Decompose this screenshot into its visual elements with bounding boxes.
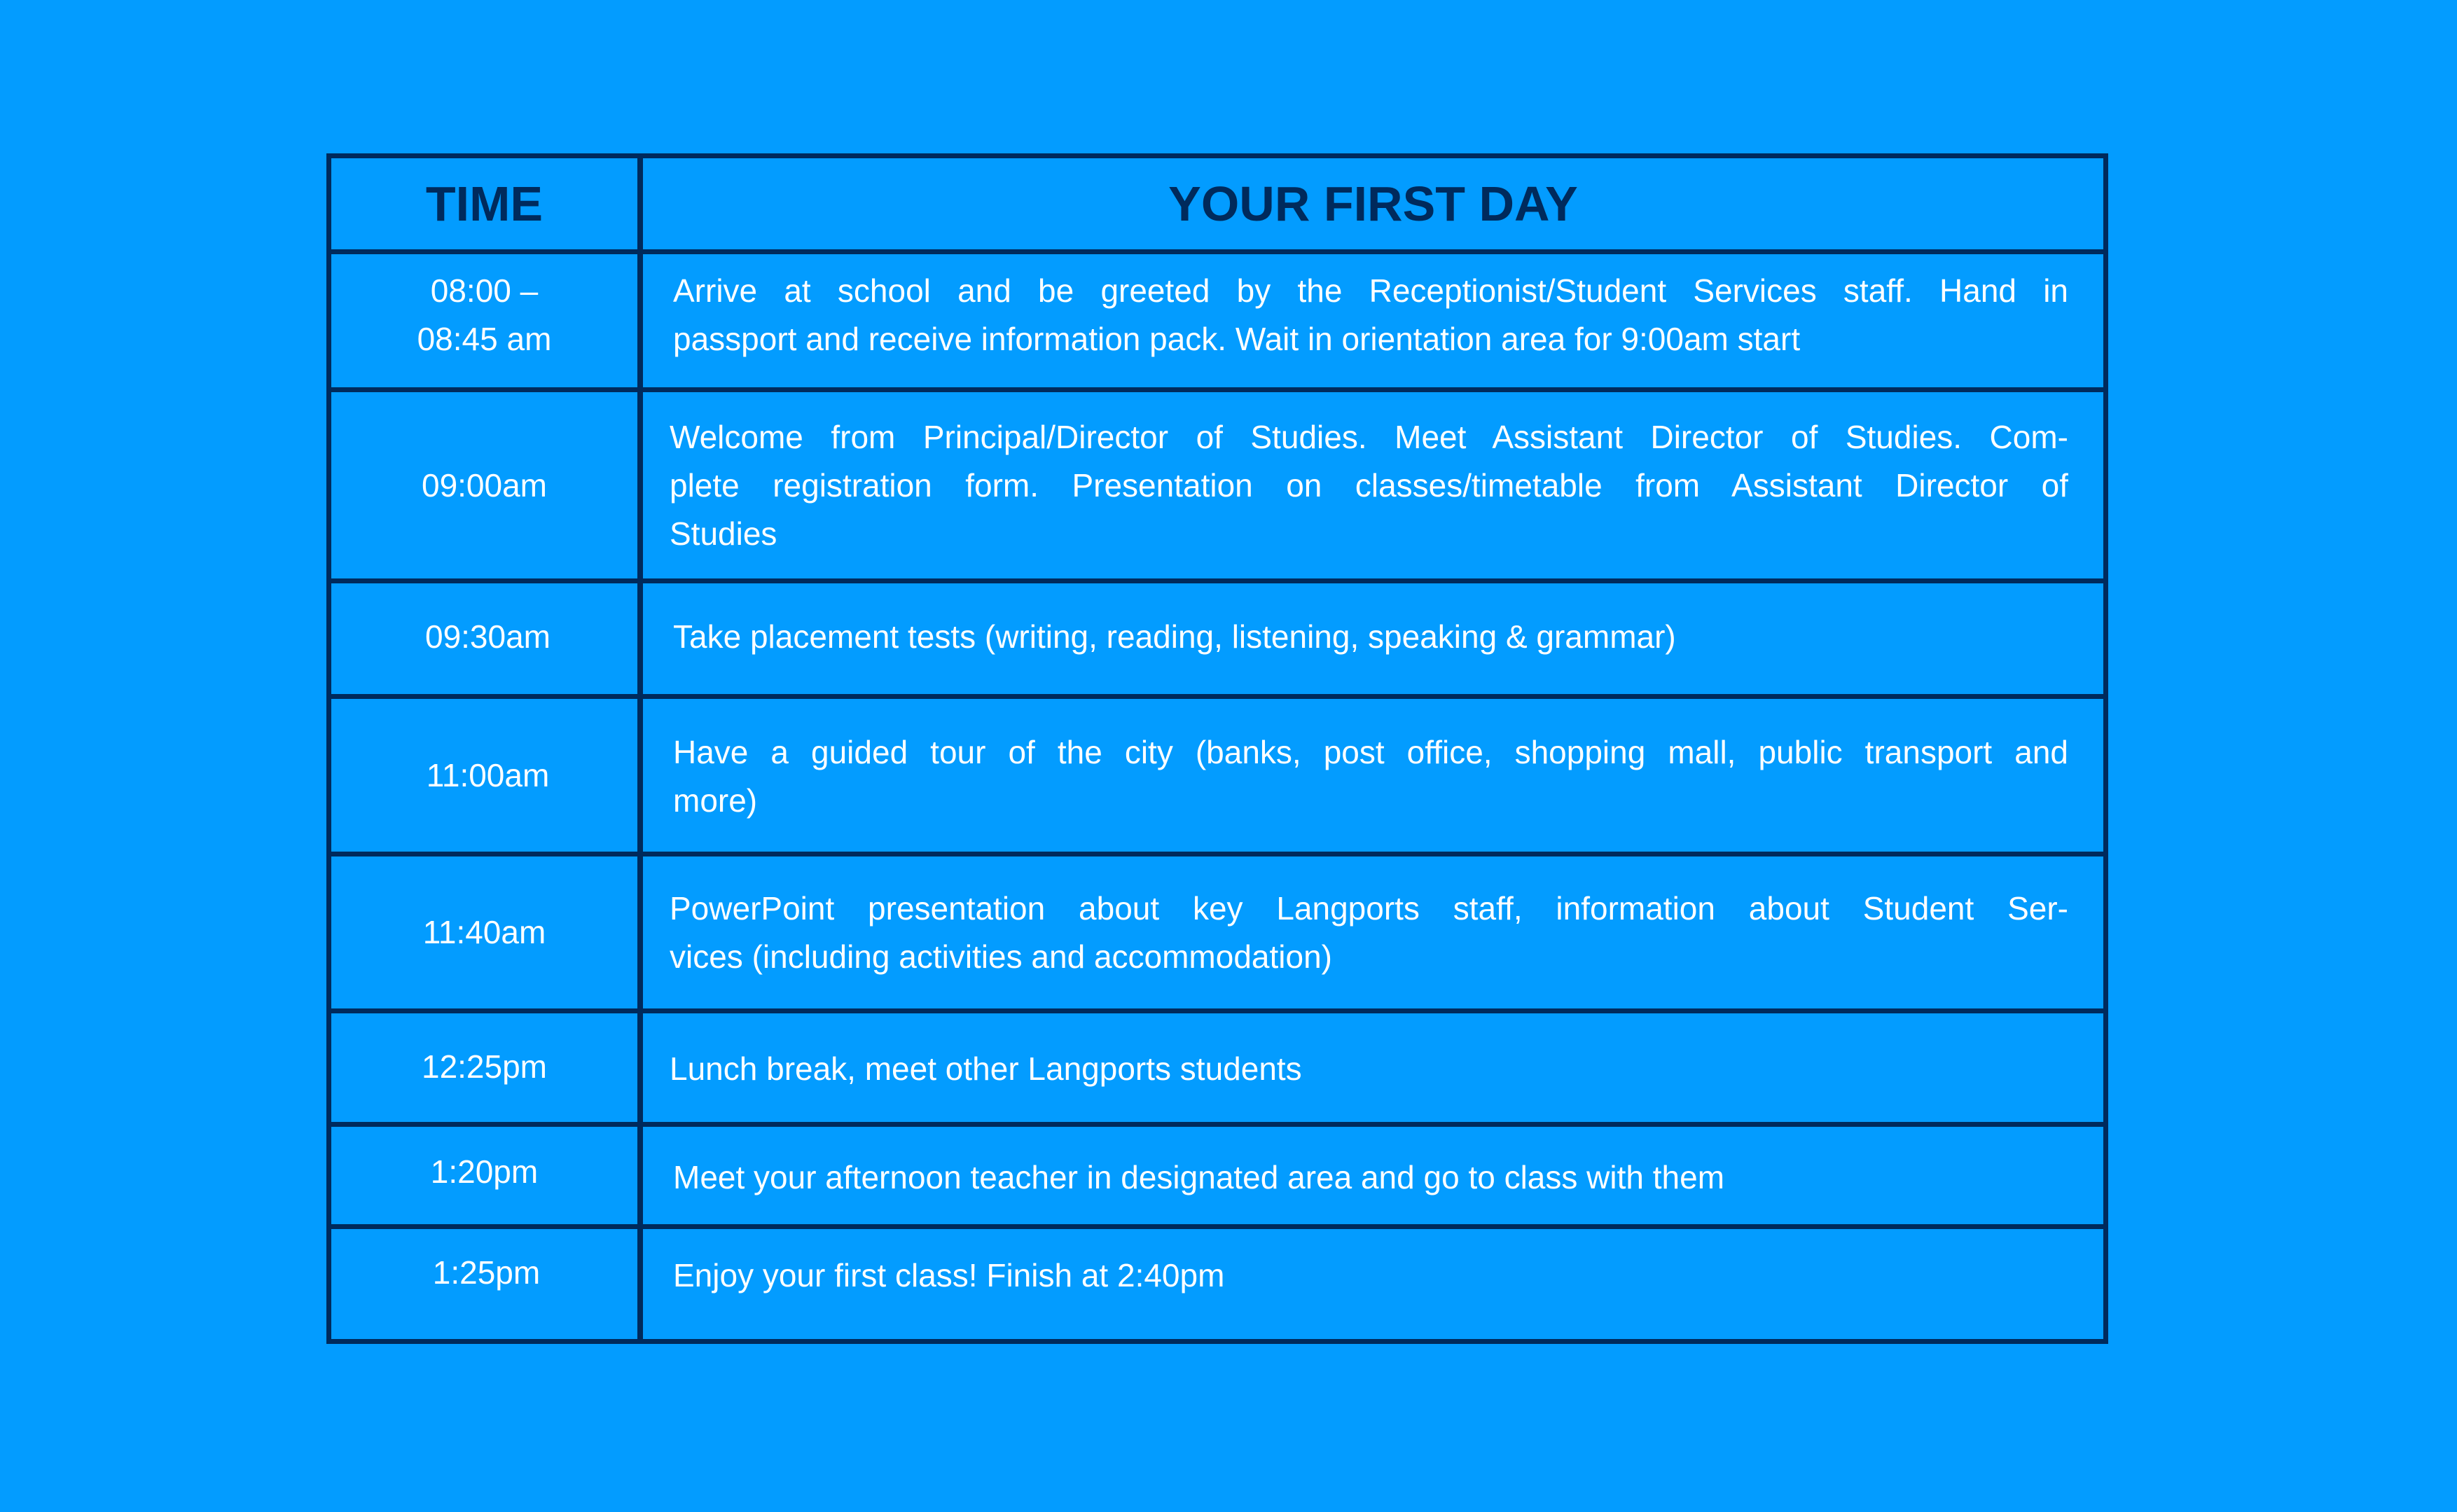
description-text: passport and receive information pack. Wait in orientation area for 9:00am start: [673, 321, 1801, 357]
row-divider: [326, 694, 2108, 699]
header-activity-label: YOUR FIRST DAY: [1168, 176, 1578, 231]
table-row-description: [643, 1013, 2103, 1122]
description-text: Studies: [670, 515, 777, 552]
table-row-time: [331, 1013, 637, 1122]
description-text: Welcome from Principal/Director of Studies. Meet Assistant Director of Studies. Com-: [670, 418, 2068, 455]
header-time-label: TIME: [425, 176, 544, 231]
row-divider: [326, 387, 2108, 392]
description-text: Lunch break, meet other Langports students: [670, 1050, 1302, 1087]
time-text: 1:20pm: [430, 1153, 539, 1190]
header-activity: [643, 158, 2103, 249]
time-text: 1:25pm: [432, 1254, 541, 1291]
table-row-time: [331, 254, 637, 387]
table-row-description: [643, 856, 2103, 1008]
description-text: plete registration form. Presentation on classes/timetable from Assistant Director of: [670, 466, 2068, 504]
table-row-description: [643, 392, 2103, 578]
row-divider: [326, 249, 2108, 254]
table-row-description: [643, 254, 2103, 387]
time-text: 08:00 –: [430, 272, 539, 309]
description-text: Meet your afternoon teacher in designated area and go to class with them: [673, 1159, 1725, 1195]
time-text: 12:25pm: [421, 1048, 547, 1085]
table-row-time: [331, 1229, 637, 1339]
table-row-time: [331, 699, 637, 852]
table-row-description: [643, 1127, 2103, 1224]
table-row-time: [331, 856, 637, 1008]
description-text: Take placement tests (writing, reading, listening, speaking & grammar): [673, 618, 1676, 655]
description-text: more): [673, 782, 758, 819]
row-divider: [326, 1122, 2108, 1127]
time-text: 09:00am: [421, 466, 547, 504]
description-text: Arrive at school and be greeted by the Receptionist/Student Services staff. Hand in: [673, 272, 2068, 309]
table-row-time: [331, 583, 637, 694]
column-divider: [637, 158, 643, 1339]
first-day-schedule-table: [326, 153, 2108, 1344]
time-text: 11:40am: [422, 914, 546, 950]
row-divider: [326, 1224, 2108, 1229]
table-row-time: [331, 392, 637, 578]
description-text: vices (including activities and accommodation): [670, 938, 1332, 975]
table-row-description: [643, 699, 2103, 852]
table-row-description: [643, 583, 2103, 694]
table-row-time: [331, 1127, 637, 1224]
description-text: PowerPoint presentation about key Langports staff, information about Student Ser-: [670, 889, 2068, 927]
description-text: Enjoy your first class! Finish at 2:40pm: [673, 1257, 1225, 1293]
table-row-description: [643, 1229, 2103, 1339]
time-text: 08:45 am: [417, 321, 552, 357]
row-divider: [326, 1008, 2108, 1013]
row-divider: [326, 852, 2108, 856]
description-text: Have a guided tour of the city (banks, post office, shopping mall, public transport and: [673, 734, 2068, 770]
row-divider: [326, 578, 2108, 583]
time-text: 11:00am: [426, 756, 550, 793]
time-text: 09:30am: [424, 618, 551, 655]
header-time: [331, 158, 637, 249]
